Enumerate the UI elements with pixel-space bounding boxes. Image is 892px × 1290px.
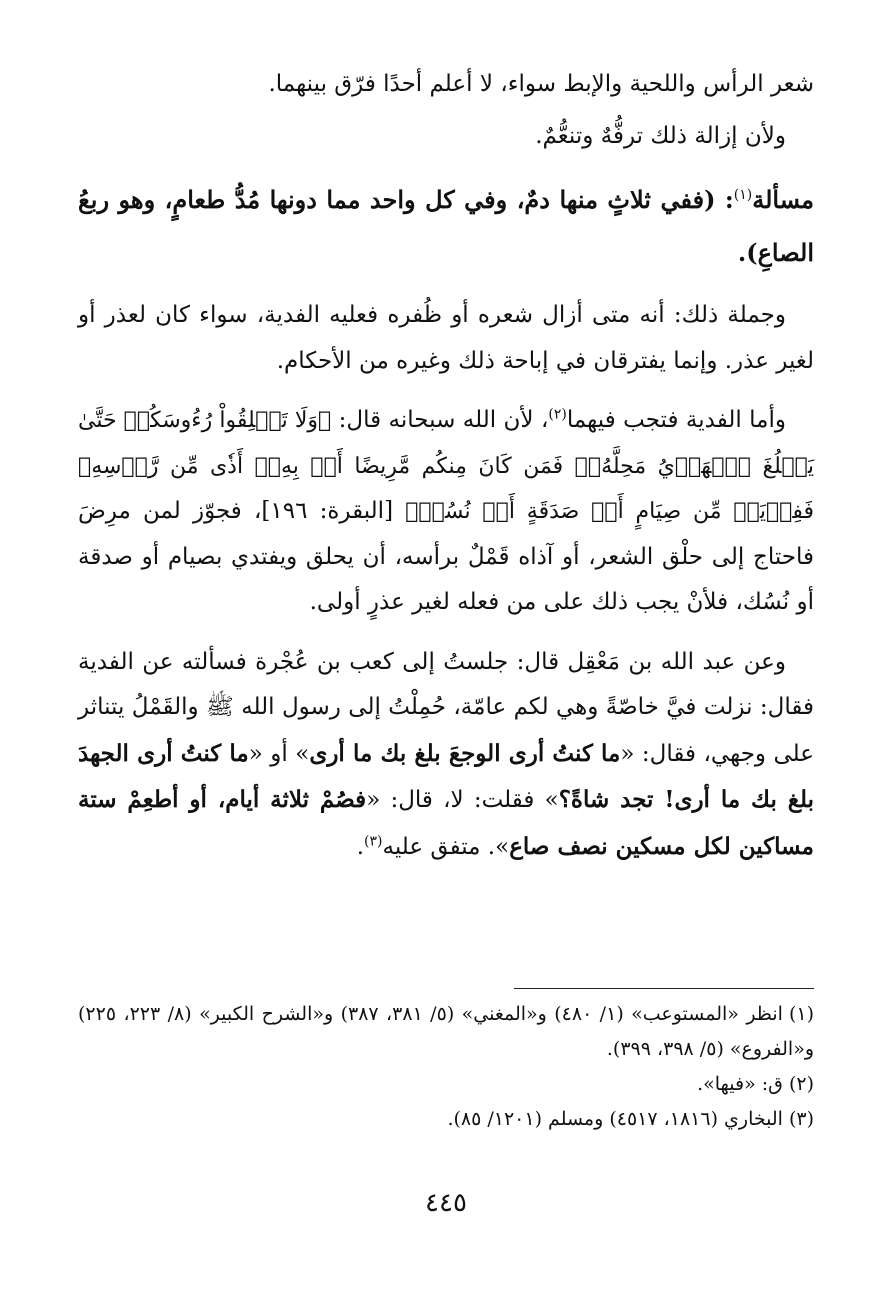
masala-heading bbox=[78, 173, 814, 279]
footnote-ref-2: (٢) bbox=[548, 406, 567, 423]
masala-label: مسألة bbox=[752, 185, 814, 214]
paragraph-1: شعر الرأس واللحية والإبط سواء، لا أعلم أحدًا فرّق بينهما. bbox=[268, 71, 814, 97]
page-number: ٤٤٥ bbox=[425, 1188, 467, 1218]
paragraph-4: وأما الفدية فتجب فيهما$^{(٢)}$، لأن الله سبحانه قال: ﴿وَلَا تَحۡلِقُواْ رُءُوسَكُمۡ حَتَّىٰ يَبۡلُغَ ٱلۡهَدۡيُ مَحِلَّهُۥۚ فَمَن كَانَ مِنكُم مَّرِيضًا أَوۡ بِهِۦٓ أَذٗى مِّن رَّأۡسِهِۦ فَفِدۡيَةٞ مِّن صِيَامٍ أَوۡ صَدَقَةٍ أَوۡ نُسُكٖ﴾ [البقرة: ١٩٦]، فجوّز لمن مرِضَ فاحتاج إلى حلْق الشعر، أو آذاه قَمْلٌ برأسه، أن يحلق ويفتدي بصيام أو صدقة أو نُسُك، فلأنْ يجب ذلك على من فعله لغير عذرٍ أولى. bbox=[78, 406, 815, 615]
footnote-1: (١)انظر «المستوعب» (١/ ٤٨٠) و«المغني» (٥/ ٣٨١، ٣٨٧) و«الشرح الكبير» (٨/ ٢٢٣، ٢٢٥) و«الفروع» (٥/ ٣٩٨، ٣٩٩). bbox=[78, 1003, 815, 1060]
paragraph-2: ولأن إزالة ذلك ترفُّهٌ وتنعُّمٌ. bbox=[535, 122, 786, 149]
footnote-ref-3: (٣) bbox=[364, 832, 383, 849]
footnote-ref-1: (١) bbox=[733, 187, 753, 203]
paragraph-5: وعن عبد الله بن مَعْقِل قال: جلستُ إلى كعب بن عُجْرة فسألته عن الفدية فقال: نزلت فيَّ خاصّةً وهي لكم عامّة، حُمِلْتُ إلى رسول الله ﷺ والقَمْلُ يتناثر على وجهي، فقال: «ما كنتُ أرى الوجعَ بلغ بك ما أرى» أو «ما كنتُ أرى الجهدَ بلغ بك ما أرى! تجد شاةً؟» فقلت: لا، قال: «فصُمْ ثلاثة أيام، أو أطعِمْ ستة مساكين لكل مسكين نصف صاع». متفق عليه$^{(٣)}$. bbox=[78, 648, 815, 860]
main-text bbox=[78, 62, 814, 870]
footnote-2: (٢)ق: «فيها». bbox=[697, 1073, 814, 1095]
footnotes bbox=[78, 988, 814, 1137]
masala-text: : (ففي ثلاثٍ منها دمٌ، وفي كل واحد مما دونها مُدُّ طعامٍ، وهو ربعُ الصاعِ). bbox=[78, 185, 814, 267]
hadith-quote-2: ما كنتُ أرى الجهدَ بلغ بك ما أرى! تجد شاةً؟ bbox=[78, 739, 814, 813]
quran-verse: ﴿وَلَا تَحۡلِقُواْ رُءُوسَكُمۡ حَتَّىٰ يَبۡلُغَ ٱلۡهَدۡيُ مَحِلَّهُۥۚ فَمَن كَانَ مِنكُم مَّرِيضًا أَوۡ بِهِۦٓ أَذٗى مِّن رَّأۡسِهِۦ فَفِدۡيَةٞ مِّن صِيَامٍ أَوۡ صَدَقَةٍ أَوۡ نُسُكٖ﴾ bbox=[78, 408, 815, 524]
paragraph-3: وجملة ذلك: أنه متى أزال شعره أو ظُفره فعليه الفدية، سواء كان لعذر أو لغير عذر. وإنما يفترقان في إباحة ذلك وغيره من الأحكام. bbox=[78, 302, 814, 374]
footnote-3: (٣)البخاري (١٨١٦، ٤٥١٧) ومسلم (١٢٠١/ ٨٥). bbox=[447, 1108, 814, 1130]
footnote-divider bbox=[514, 988, 814, 989]
hadith-quote-1: ما كنتُ أرى الوجعَ بلغ بك ما أرى bbox=[309, 739, 621, 767]
hadith-quote-3: فصُمْ ثلاثة أيام، أو أطعِمْ ستة مساكين لكل مسكين نصف صاع bbox=[78, 786, 814, 860]
